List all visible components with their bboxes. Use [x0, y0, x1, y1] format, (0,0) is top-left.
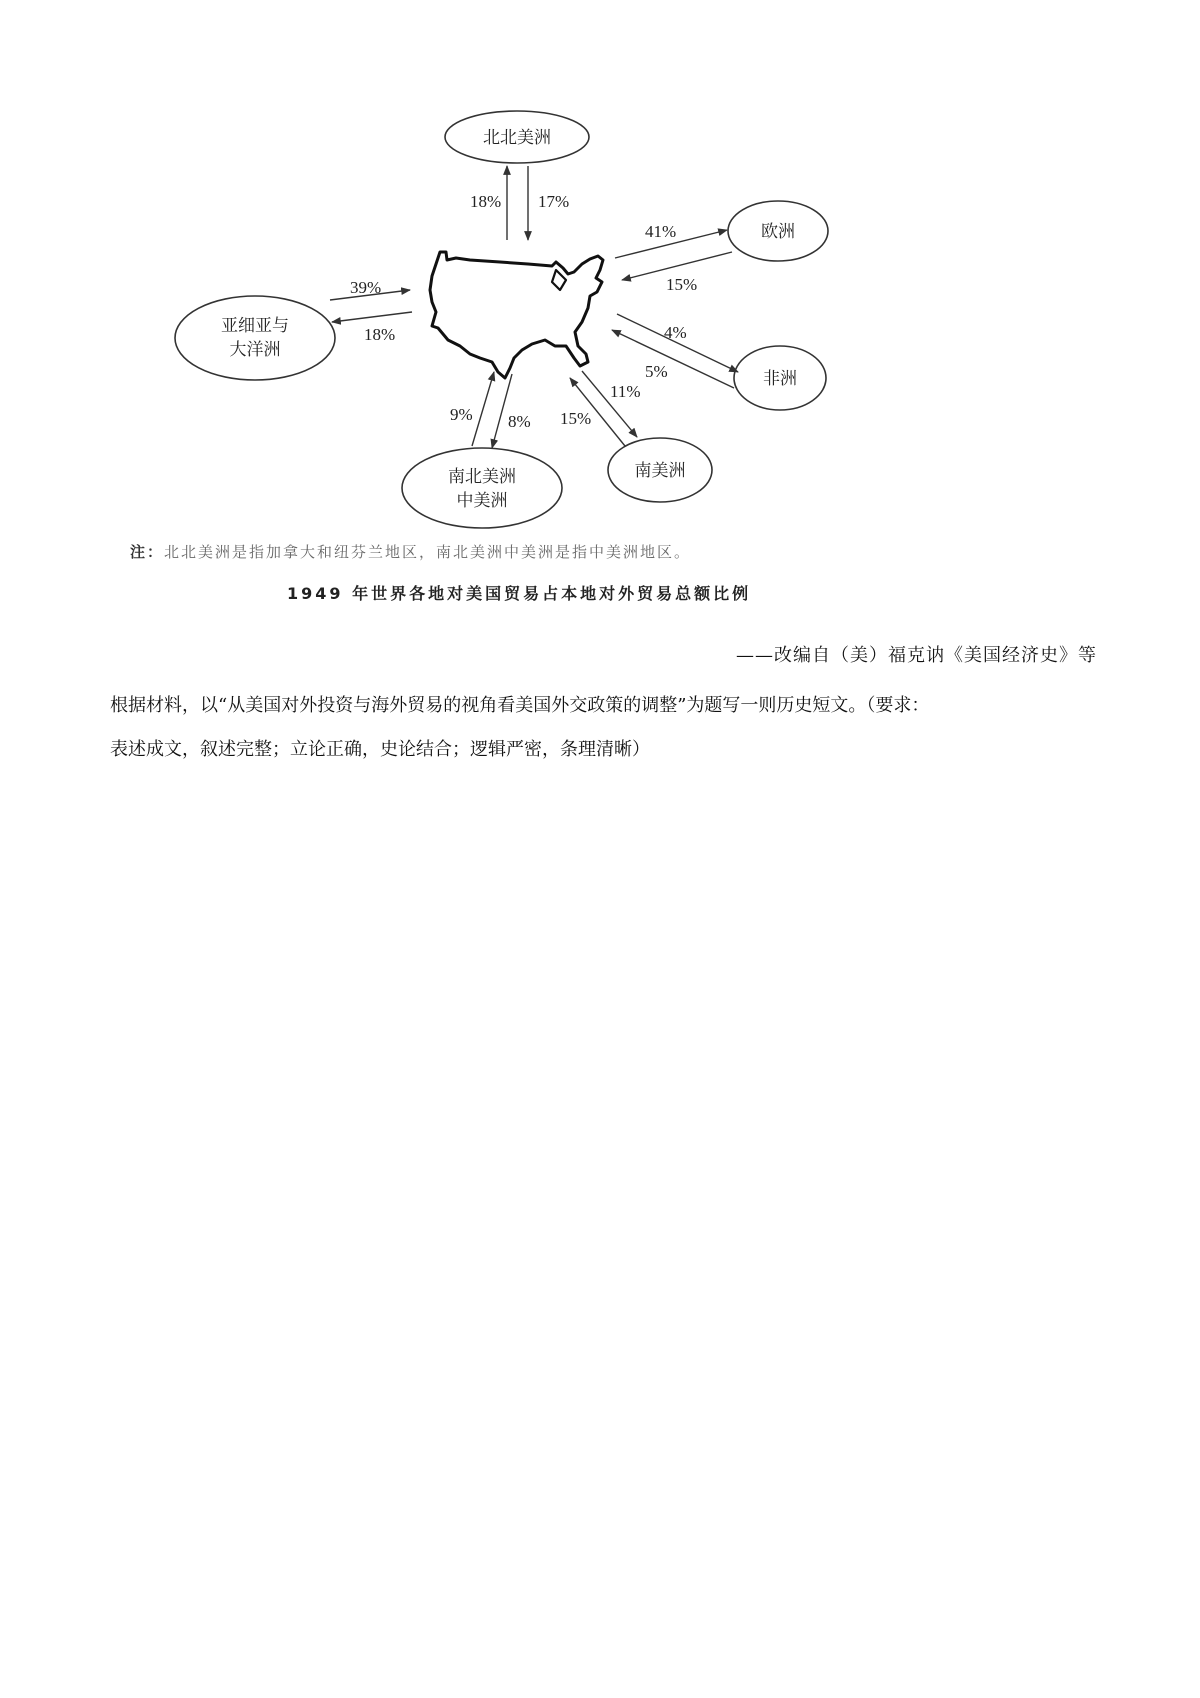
pct-africa-out: 4% — [664, 323, 687, 342]
figure-note — [130, 541, 691, 562]
figure-caption: 1949 年世界各地对美国贸易占本地对外贸易总额比例 — [287, 584, 752, 603]
pct-north-out: 17% — [538, 192, 570, 211]
pct-europe-in: 15% — [666, 275, 698, 294]
region-label-south-america: 南美洲 — [634, 461, 686, 481]
figure-note-text: 北北美洲是指加拿大和纽芬兰地区，南北美洲中美洲是指中美洲地区。 — [164, 543, 692, 561]
pct-north-in: 18% — [470, 192, 502, 211]
arrow-asia-out — [332, 312, 412, 322]
pct-central-in: 9% — [450, 405, 473, 424]
figure-note-lead: 注： — [130, 543, 165, 561]
region-label-north-north-america: 北北美洲 — [483, 128, 551, 148]
pct-south-out: 11% — [610, 382, 641, 401]
region-label-africa: 非洲 — [763, 369, 797, 389]
central-america-ellipse — [402, 448, 562, 528]
region-label-asia-oceania-line1: 亚细亚与 — [221, 316, 289, 336]
pct-south-in: 15% — [560, 409, 592, 428]
arrow-central-out — [492, 374, 512, 448]
question-line-1: 根据材料，以“从美国对外投资与海外贸易的视角看美国外交政策的调整”为题写一则历史短文。（要求： — [110, 695, 930, 716]
region-label-central-america-line2: 中美洲 — [456, 491, 508, 511]
region-label-asia-oceania-line2: 大洋洲 — [229, 340, 281, 360]
pct-asia-out: 18% — [364, 325, 396, 344]
pct-central-out: 8% — [508, 412, 531, 431]
source-citation: ——改编自（美）福克讷《美国经济史》等 — [736, 645, 1097, 666]
pct-asia-in: 39% — [350, 278, 382, 297]
asia-oceania-ellipse — [175, 296, 335, 380]
question-text — [110, 684, 1100, 772]
usa-map — [430, 252, 603, 378]
arrow-central-in — [472, 372, 494, 446]
question-line-2: 表述成文，叙述完整；立论正确，史论结合；逻辑严密，条理清晰） — [110, 739, 650, 760]
region-label-central-america-line1: 南北美洲 — [448, 467, 516, 487]
pct-europe-out: 41% — [645, 222, 677, 241]
region-label-europe: 欧洲 — [761, 222, 795, 242]
pct-africa-in: 5% — [645, 362, 668, 381]
